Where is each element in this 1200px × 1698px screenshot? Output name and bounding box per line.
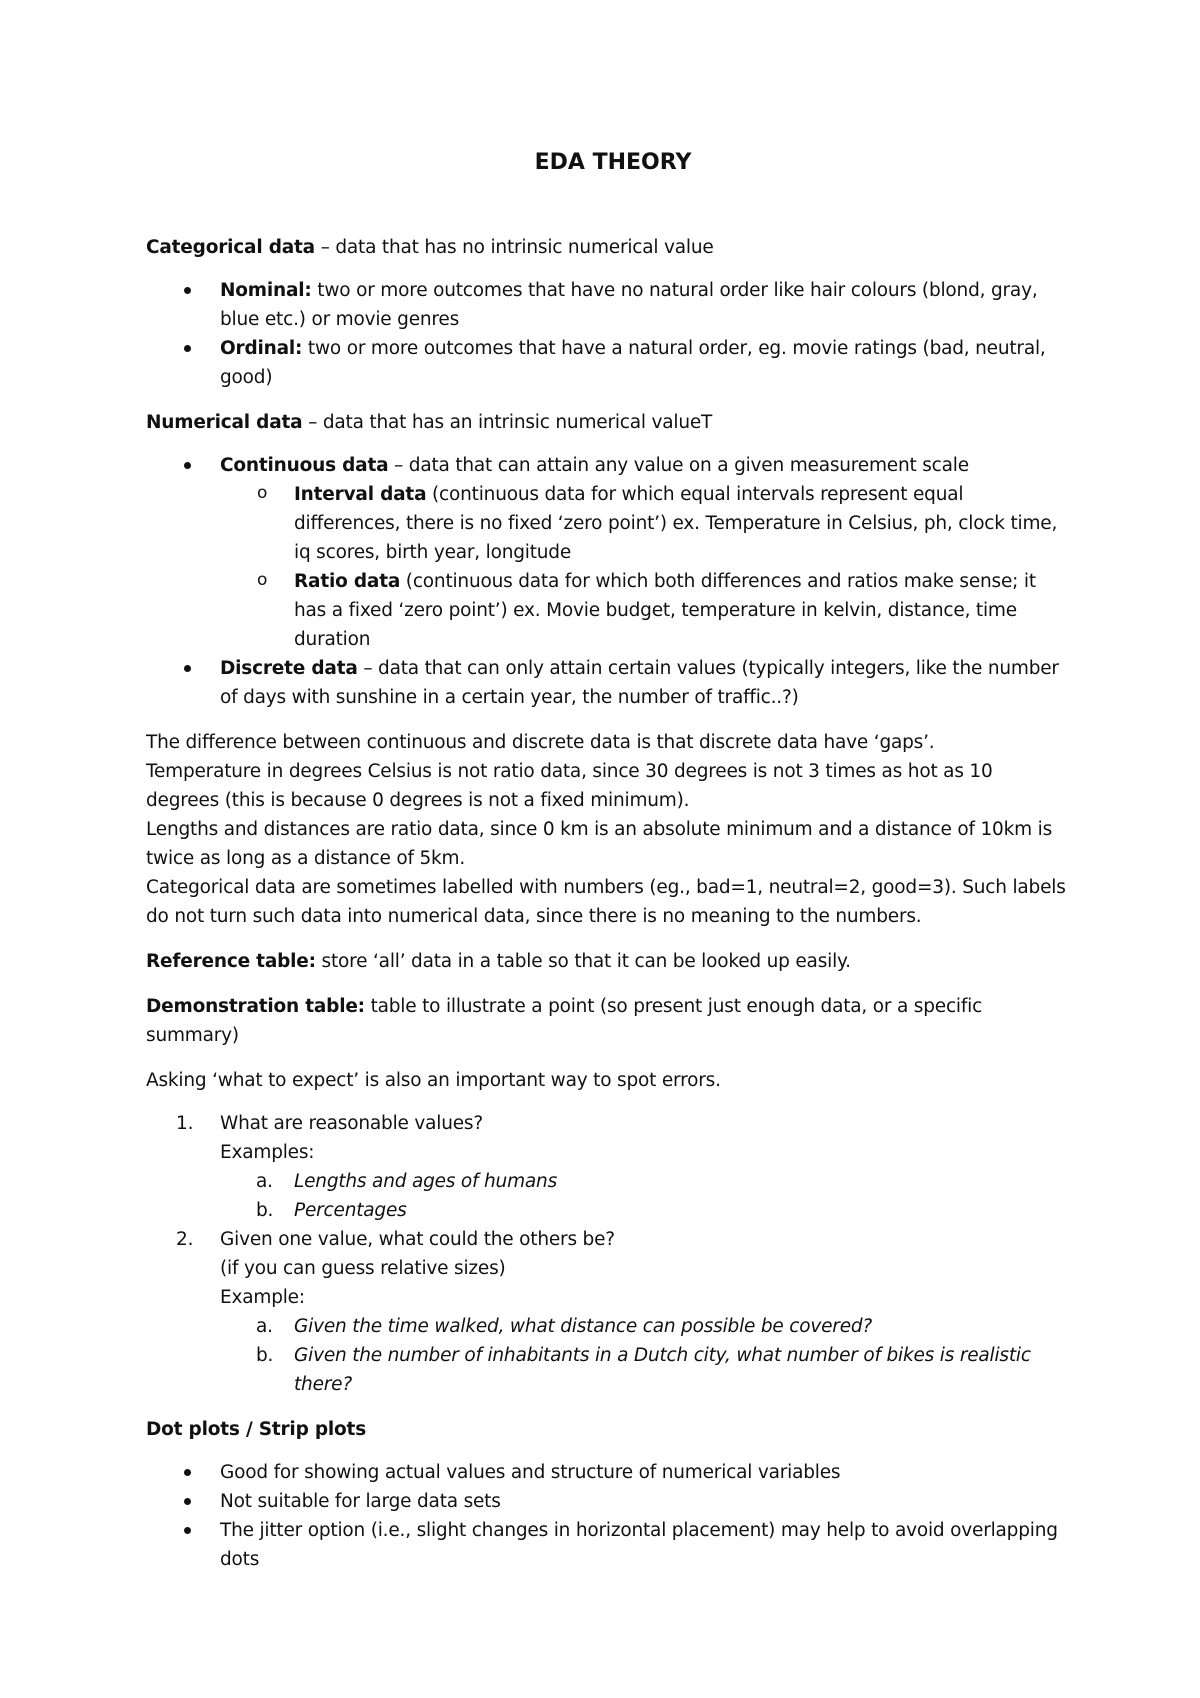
interval-term: Interval data bbox=[294, 484, 427, 505]
list-marker: 1. bbox=[176, 1113, 194, 1134]
sublist-item-interval bbox=[220, 480, 1066, 567]
categorical-term: Categorical data bbox=[146, 237, 315, 258]
list-item: The jitter option (i.e., slight changes in horizontal placement) may help to avoid overlapping dots bbox=[146, 1516, 1066, 1574]
list-item-nominal bbox=[146, 276, 1066, 334]
numerical-term: Numerical data bbox=[146, 412, 303, 433]
notes-paragraph bbox=[146, 728, 1066, 931]
example-text: Given the number of inhabitants in a Dutch city, what number of bikes is realistic there? bbox=[294, 1345, 1031, 1395]
list-marker: a. bbox=[256, 1171, 273, 1192]
list-item-other-values bbox=[146, 1225, 1066, 1399]
sublist-item-ratio bbox=[220, 567, 1066, 654]
example-item bbox=[220, 1196, 1066, 1225]
discrete-text: – data that can only attain certain values (typically integers, like the number of days with sunshine in a certain year, the number of traffic..?) bbox=[220, 658, 1059, 708]
nominal-term: Nominal: bbox=[220, 280, 312, 301]
examples-list bbox=[220, 1167, 1066, 1225]
example-item bbox=[220, 1341, 1066, 1399]
question-text: What are reasonable values? bbox=[220, 1113, 483, 1134]
example-text: Percentages bbox=[294, 1200, 407, 1221]
document-page bbox=[146, 140, 1066, 1574]
note-line-lengths: Lengths and distances are ratio data, since 0 km is an absolute minimum and a distance of 10km is twice as long as a distance of 5km. bbox=[146, 819, 1053, 869]
question-note: (if you can guess relative sizes) bbox=[220, 1258, 506, 1279]
dotplots-heading bbox=[146, 1415, 1066, 1444]
list-item-ordinal bbox=[146, 334, 1066, 392]
note-line-labels: Categorical data are sometimes labelled with numbers (eg., bad=1, neutral=2, good=3). Such labels do not turn such data into numerical data, since there is no meaning to the numbers. bbox=[146, 877, 1066, 927]
interval-text: (continuous data for which equal intervals represent equal differences, there is no fixed ‘zero point’) ex. Temperature in Celsius, ph, clock time, iq scores, birth year, longitude bbox=[294, 484, 1058, 563]
examples-list bbox=[220, 1312, 1066, 1399]
demonstration-text: table to illustrate a point (so present just enough data, or a specific summary) bbox=[146, 996, 983, 1046]
example-item bbox=[220, 1312, 1066, 1341]
reference-text: store ‘all’ data in a table so that it can be looked up easily. bbox=[315, 951, 851, 972]
dotplots-list bbox=[146, 1458, 1066, 1574]
list-marker: 2. bbox=[176, 1229, 194, 1250]
list-item: Not suitable for large data sets bbox=[146, 1487, 1066, 1516]
example-text: Lengths and ages of humans bbox=[294, 1171, 558, 1192]
ratio-text: (continuous data for which both differences and ratios make sense; it has a fixed ‘zero point’) ex. Movie budget, temperature in kelvin, distance, time duration bbox=[294, 571, 1036, 650]
continuous-text: – data that can attain any value on a given measurement scale bbox=[388, 455, 969, 476]
example-label: Example: bbox=[220, 1287, 305, 1308]
demonstration-table-definition bbox=[146, 992, 1066, 1050]
ordinal-text: two or more outcomes that have a natural order, eg. movie ratings (bad, neutral, good) bbox=[220, 338, 1046, 388]
list-marker: b. bbox=[256, 1200, 274, 1221]
categorical-text: – data that has no intrinsic numerical value bbox=[314, 237, 714, 258]
continuous-sublist bbox=[220, 480, 1066, 654]
discrete-term: Discrete data bbox=[220, 658, 358, 679]
page-title: EDA THEORY bbox=[534, 150, 692, 175]
categorical-list bbox=[146, 276, 1066, 392]
question-text: Given one value, what could the others be? bbox=[220, 1229, 615, 1250]
reference-term: Reference table: bbox=[146, 951, 316, 972]
list-item-continuous bbox=[146, 451, 1066, 654]
list-item-reasonable-values bbox=[146, 1109, 1066, 1225]
list-marker: a. bbox=[256, 1316, 273, 1337]
continuous-term: Continuous data bbox=[220, 455, 389, 476]
numerical-definition bbox=[146, 408, 1066, 437]
expect-list bbox=[146, 1109, 1066, 1399]
note-line-gaps: The difference between continuous and discrete data is that discrete data have ‘gaps’. bbox=[146, 732, 935, 753]
numerical-list bbox=[146, 451, 1066, 712]
ordinal-term: Ordinal: bbox=[220, 338, 303, 359]
dotplots-heading-text: Dot plots / Strip plots bbox=[146, 1419, 367, 1440]
list-item-discrete bbox=[146, 654, 1066, 712]
example-item bbox=[220, 1167, 1066, 1196]
examples-label: Examples: bbox=[220, 1142, 315, 1163]
list-marker: b. bbox=[256, 1345, 274, 1366]
categorical-definition bbox=[146, 233, 1066, 262]
numerical-text: – data that has an intrinsic numerical valueT bbox=[302, 412, 713, 433]
expect-intro: Asking ‘what to expect’ is also an important way to spot errors. bbox=[146, 1070, 721, 1091]
example-text: Given the time walked, what distance can possible be covered? bbox=[294, 1316, 873, 1337]
reference-table-definition bbox=[146, 947, 1066, 976]
nominal-text: two or more outcomes that have no natural order like hair colours (blond, gray, blue etc.) or movie genres bbox=[220, 280, 1038, 330]
demonstration-term: Demonstration table: bbox=[146, 996, 365, 1017]
list-item: Good for showing actual values and structure of numerical variables bbox=[146, 1458, 1066, 1487]
note-line-celsius: Temperature in degrees Celsius is not ratio data, since 30 degrees is not 3 times as hot as 10 degrees (this is because 0 degrees is not a fixed minimum). bbox=[146, 761, 993, 811]
ratio-term: Ratio data bbox=[294, 571, 401, 592]
